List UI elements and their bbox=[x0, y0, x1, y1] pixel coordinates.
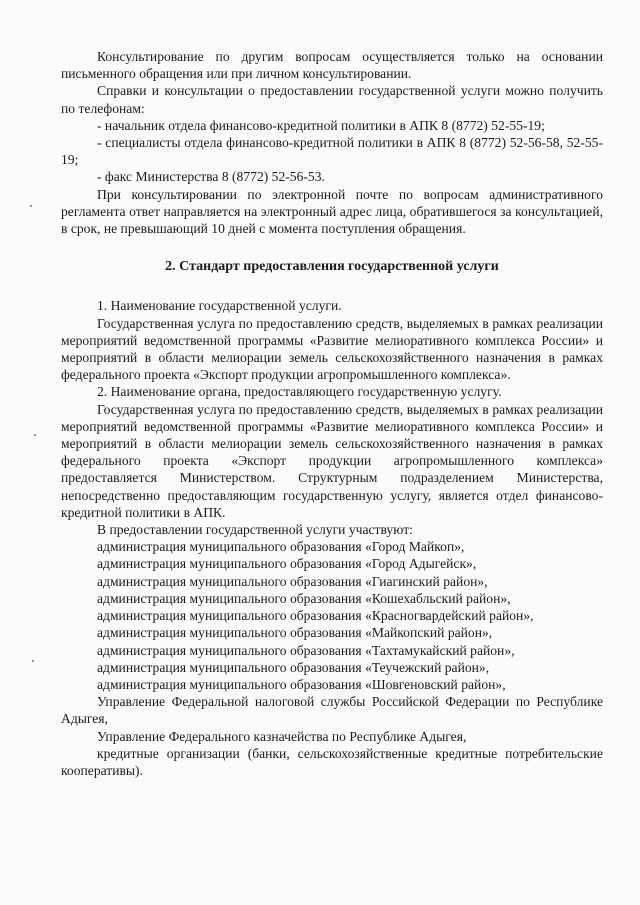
consultation-paragraph: Консультирование по другим вопросам осуществляется только на основании письменного обращения или при личном консультировании. bbox=[61, 49, 603, 82]
list-item: администрация муниципального образования «Теучежский район», bbox=[97, 659, 490, 675]
participants-intro: В предоставлении государственной услуги участвуют: bbox=[97, 522, 413, 538]
list-item: администрация муниципального образования «Майкопский район», bbox=[97, 625, 493, 641]
fax-line: - факс Министерства 8 (8772) 52-56-53. bbox=[97, 169, 325, 185]
list-item: администрация муниципального образования «Тахтамукайский район», bbox=[97, 642, 515, 658]
email-consultation-paragraph: При консультировании по электронной почте по вопросам административного регламента ответ направляется на электронный адрес лица, обратившегося за консультацией, в срок, не превышающий 10 дней с момента поступления обращения. bbox=[61, 186, 603, 237]
scan-speck bbox=[32, 660, 34, 662]
item2-title: 2. Наименование органа, предоставляющего государственную услугу. bbox=[97, 384, 502, 400]
list-item: администрация муниципального образования «Город Адыгейск», bbox=[97, 556, 477, 572]
scan-speck bbox=[30, 205, 32, 207]
list-item: администрация муниципального образования «Шовгеновский район», bbox=[97, 676, 506, 692]
item1-text: Государственная услуга по предоставлению средств, выделяемых в рамках реализации мероприятий ведомственной программы «Развитие мелиоративного комплекса России» и мероприятий в области мелиорации земель сельскохозяйственного назначения в рамках федерального проекта «Экспорт продукции агропромышленного комплекса». bbox=[61, 315, 603, 383]
phone-specialists-line: - специалисты отдела финансово-кредитной политики в АПК 8 (8772) 52-56-58, 52-55-19; bbox=[61, 135, 603, 168]
treasury-line: Управление Федерального казначейства по Республике Адыгея, bbox=[97, 728, 467, 744]
credit-organizations-line: кредитные организации (банки, сельскохозяйственные кредитные потребительские кооперативы). bbox=[61, 745, 603, 778]
fns-line: Управление Федеральной налоговой службы Российской Федерации по Республике Адыгея, bbox=[61, 694, 603, 727]
list-item: администрация муниципального образования «Красногвардейский район», bbox=[97, 608, 534, 624]
list-item: администрация муниципального образования «Город Майкоп», bbox=[97, 539, 465, 555]
phones-paragraph: Справки и консультации о предоставлении государственной услуги можно получить по телефонам: bbox=[61, 83, 603, 116]
item2-text: Государственная услуга по предоставлению средств, выделяемых в рамках реализации мероприятий ведомственной программы «Развитие мелиоративного комплекса России» и мероприятий в области мелиорации земель сельскохозяйственного назначения в рамках федерального проекта «Экспорт продукции агропромышленного комплекса» предоставляется Министерством. Структурным подразделением Министерства, непосредственно предоставляющим государственную услугу, является отдел финансово-кредитной политики в АПК. bbox=[61, 401, 603, 520]
list-item: администрация муниципального образования «Кошехабльский район», bbox=[97, 590, 511, 606]
scan-speck bbox=[34, 434, 36, 436]
participants-list bbox=[61, 538, 603, 693]
section-heading: 2. Стандарт предоставления государственной услуги bbox=[165, 259, 499, 275]
phone-head-line: - начальник отдела финансово-кредитной политики в АПК 8 (8772) 52-55-19; bbox=[97, 117, 545, 133]
item1-title: 1. Наименование государственной услуги. bbox=[97, 298, 342, 314]
list-item: администрация муниципального образования «Гиагинский район», bbox=[97, 573, 488, 589]
